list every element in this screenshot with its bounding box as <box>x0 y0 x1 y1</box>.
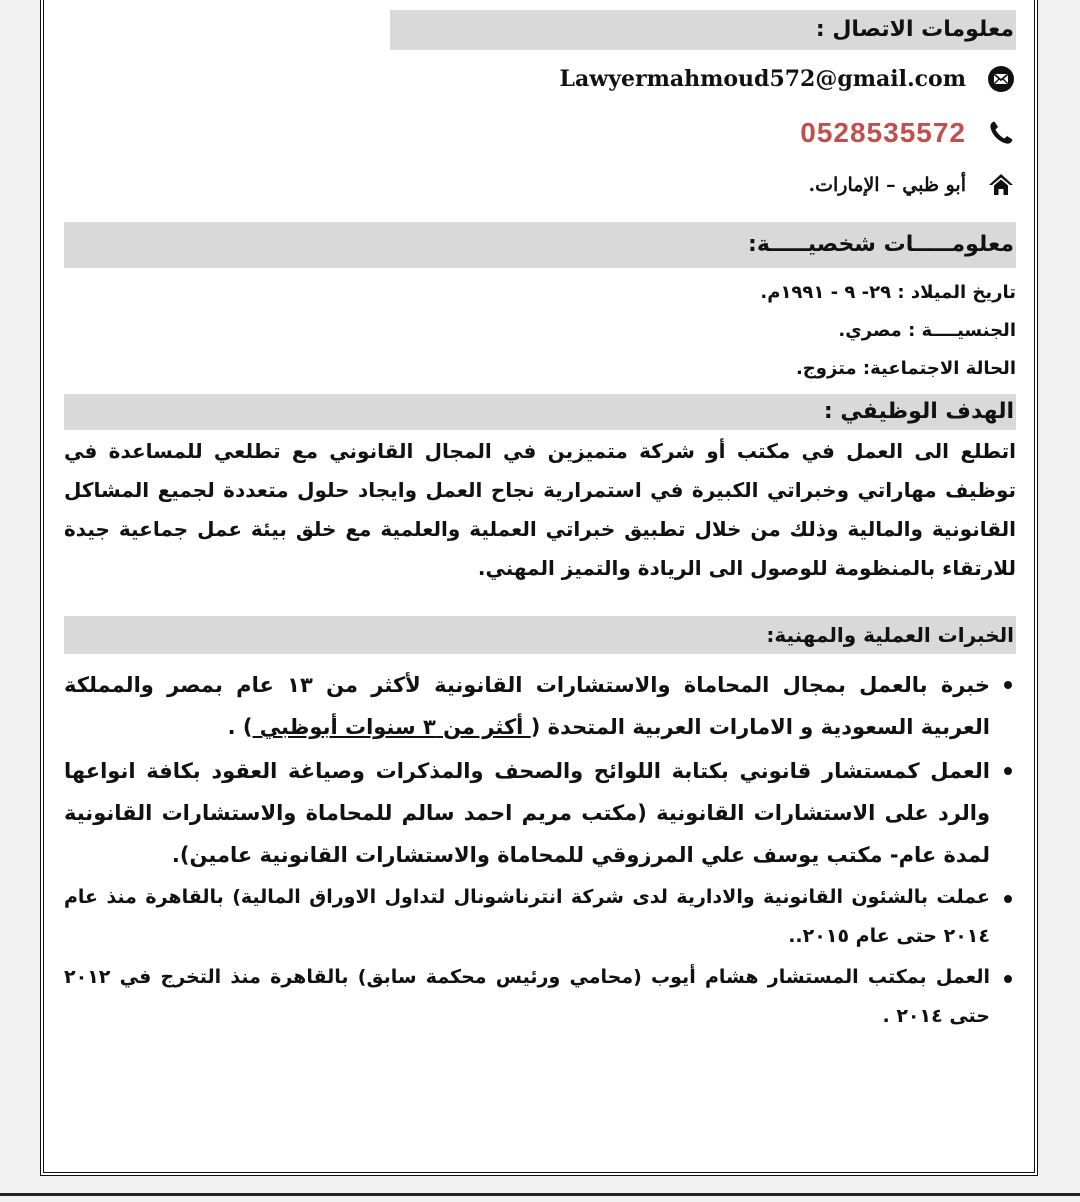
experience-item: عملت بالشئون القانونية والادارية لدى شركة انترناشونال لتداول الاوراق المالية) بالقاهرة منذ عام ٢٠١٤ حتى عام ٢٠١٥.. <box>64 878 990 956</box>
home-icon <box>986 170 1016 200</box>
objective-heading: الهدف الوظيفي : <box>64 394 1016 430</box>
experience-list <box>64 664 1016 1036</box>
email-text[interactable]: Lawyermahmoud572@gmail.com <box>559 66 966 92</box>
experience-heading: الخبرات العملية والمهنية: <box>64 616 1016 654</box>
address-text: أبو ظبي – الإمارات. <box>808 174 966 196</box>
experience-item-underlined: أكثر من ٣ سنوات أبوظبي <box>252 715 531 739</box>
experience-item: العمل كمستشار قانوني بكتابة اللوائح والصحف والمذكرات وصياغة العقود بكافة انواعها والرد على الاستشارات القانونية (مكتب مريم احمد سالم للمحاماة والاستشارات القانونية لمدة عام- مكتب يوسف علي المرزوقي للمحاماة والاستشارات القانونية عامين). <box>64 750 990 876</box>
personal-heading: معلومـــــات شخصيـــــة: <box>64 222 1016 268</box>
address-row <box>64 162 1016 208</box>
envelope-icon <box>986 64 1016 94</box>
contact-heading: معلومات الاتصال : <box>390 10 1016 50</box>
resume-content <box>64 0 1016 1038</box>
experience-item-end: ) . <box>227 715 253 739</box>
email-row <box>64 56 1016 102</box>
marital-status: الحالة الاجتماعية: متزوج. <box>795 358 1016 379</box>
resume-page <box>40 0 1038 1176</box>
experience-item <box>64 664 990 748</box>
birth-date: تاريخ الميلاد : ٢٩- ٩ - ١٩٩١م. <box>760 282 1016 303</box>
objective-text: اتطلع الى العمل في مكتب أو شركة متميزين في المجال القانوني مع تطلعي للمساعدة في توظيف مهاراتي وخبراتي الكبيرة في استمرارية نجاح العمل وايجاد حلول متعددة لجميع المشاكل القانونية والمالية وذلك من خلال تطبيق خبراتي العملية والعلمية مع خلق بيئة عمل جماعية جيدة للارتقاء بالمنظومة للوصول الى الريادة والتميز المهني. <box>64 439 1016 580</box>
experience-item-text: خبرة بالعمل بمجال المحاماة والاستشارات القانونية لأكثر من ١٣ عام بمصر والمملكة العربية السعودية و الامارات العربية المتحدة ( <box>64 673 990 739</box>
phone-text[interactable]: 0528535572 <box>800 117 966 148</box>
experience-item: العمل بمكتب المستشار هشام أيوب (محامي ورئيس محكمة سابق) بالقاهرة منذ التخرج في ٢٠١٢ حتى ٢٠١٤ . <box>64 958 990 1036</box>
phone-icon <box>986 118 1016 148</box>
phone-row <box>64 110 1016 156</box>
bottom-rule <box>0 1193 1080 1196</box>
nationality: الجنسيــــة : مصري. <box>838 320 1016 341</box>
